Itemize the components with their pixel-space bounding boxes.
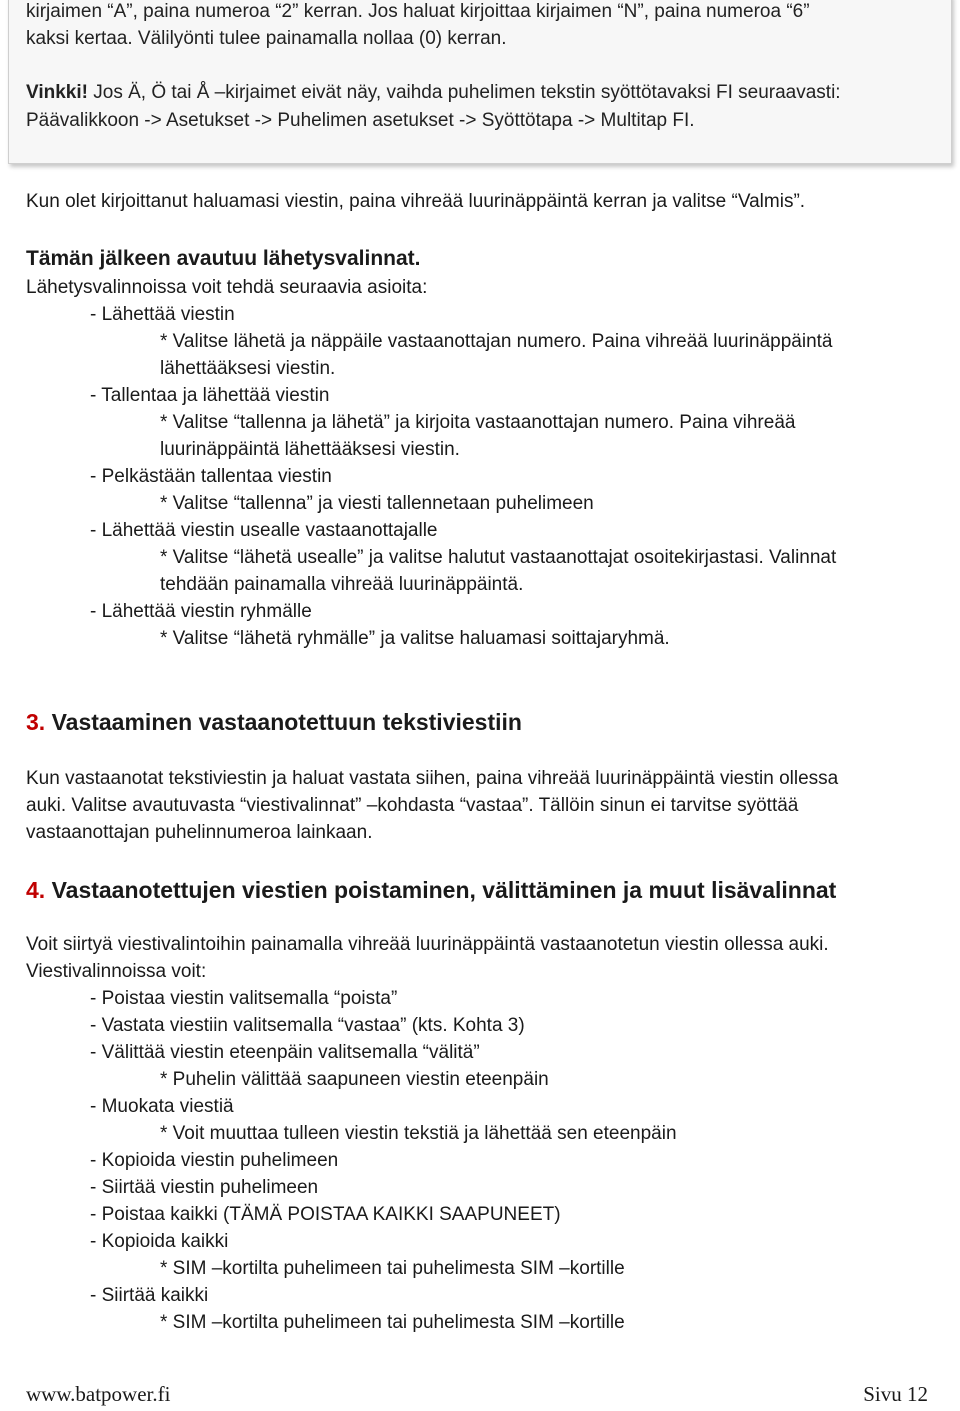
list-item: - Lähettää viestin bbox=[90, 304, 235, 325]
list-item: - Lähettää viestin ryhmälle bbox=[90, 601, 312, 622]
list-item: - Lähettää viestin usealle vastaanottajalle bbox=[90, 520, 438, 541]
list-item: * SIM –kortilta puhelimeen tai puhelimesta SIM –kortille bbox=[160, 1258, 625, 1279]
section-3-number: 3. bbox=[26, 709, 46, 735]
list-item: luurinäppäintä lähettääksesi viestin. bbox=[160, 439, 460, 460]
list-item: lähettääksesi viestin. bbox=[160, 358, 336, 379]
list-item: * Puhelin välittää saapuneen viestin eteenpäin bbox=[160, 1069, 549, 1090]
list-item: - Siirtää kaikki bbox=[90, 1285, 209, 1306]
section-4-title: Vastaanotettujen viestien poistaminen, välittäminen ja muut lisävalinnat bbox=[51, 877, 837, 903]
list-item: - Kopioida kaikki bbox=[90, 1231, 229, 1252]
tip-vinkki-line-2: Päävalikkoon -> Asetukset -> Puhelimen asetukset -> Syöttötapa -> Multitap FI. bbox=[26, 110, 695, 131]
footer-url: www.batpower.fi bbox=[26, 1382, 171, 1406]
vinkki-text: Jos Ä, Ö tai Å –kirjaimet eivät näy, vaihda puhelimen tekstin syöttötavaksi FI seuraavasti: bbox=[87, 82, 841, 103]
section-4-number: 4. bbox=[26, 877, 46, 903]
section-3-line: Kun vastaanotat tekstiviestin ja haluat vastata siihen, paina vihreää luurinäppäintä viestin ollessa bbox=[26, 768, 839, 789]
list-item: - Kopioida viestin puhelimeen bbox=[90, 1150, 339, 1171]
list-item: * SIM –kortilta puhelimeen tai puhelimesta SIM –kortille bbox=[160, 1312, 625, 1333]
list-item: - Vastata viestiin valitsemalla “vastaa” (kts. Kohta 3) bbox=[90, 1015, 525, 1036]
list-item: * Valitse lähetä ja näppäile vastaanottajan numero. Paina vihreää luurinäppäintä bbox=[160, 331, 833, 352]
list-item: - Välittää viestin eteenpäin valitsemalla “välitä” bbox=[90, 1042, 480, 1063]
send-options-subheading: Tämän jälkeen avautuu lähetysvalinnat. bbox=[26, 247, 421, 270]
list-item: - Poistaa kaikki (TÄMÄ POISTAA KAIKKI SAAPUNEET) bbox=[90, 1204, 561, 1225]
intro-paragraph: Kun olet kirjoittanut haluamasi viestin, paina vihreää luurinäppäintä kerran ja valitse “Valmis”. bbox=[26, 191, 806, 212]
list-item: * Valitse “lähetä ryhmälle” ja valitse haluamasi soittajaryhmä. bbox=[160, 628, 670, 649]
section-3-title: Vastaaminen vastaanotettuun tekstiviestiin bbox=[51, 709, 522, 735]
vinkki-label: Vinkki! bbox=[26, 82, 88, 103]
section-3-line: auki. Valitse avautuvasta “viestivalinnat” –kohdasta “vastaa”. Tällöin sinun ei tarvitse syöttää bbox=[26, 795, 799, 816]
list-item: - Siirtää viestin puhelimeen bbox=[90, 1177, 319, 1198]
section-3-line: vastaanottajan puhelinnumeroa lainkaan. bbox=[26, 822, 373, 843]
section-4-heading bbox=[26, 875, 836, 905]
section-4-line: Voit siirtyä viestivalintoihin painamalla vihreää luurinäppäintä vastaanotetun viestin ollessa auki. bbox=[26, 934, 829, 955]
section-4-line: Viestivalinnoissa voit: bbox=[26, 961, 207, 982]
list-item: - Poistaa viestin valitsemalla “poista” bbox=[90, 988, 398, 1009]
tip-line-2: kaksi kertaa. Välilyönti tulee painamalla nollaa (0) kerran. bbox=[26, 28, 507, 49]
list-item: - Muokata viestiä bbox=[90, 1096, 234, 1117]
tip-line-1: kirjaimen “A”, paina numeroa “2” kerran. Jos haluat kirjoittaa kirjaimen “N”, paina numeroa “6” bbox=[26, 1, 810, 22]
list-item: tehdään painamalla vihreää luurinäppäintä. bbox=[160, 574, 524, 595]
list-item: * Valitse “tallenna ja lähetä” ja kirjoita vastaanottajan numero. Paina vihreää bbox=[160, 412, 796, 433]
tip-vinkki-line bbox=[26, 79, 841, 106]
section-3-heading bbox=[26, 707, 522, 737]
list-item: * Voit muuttaa tulleen viestin tekstiä ja lähettää sen eteenpäin bbox=[160, 1123, 677, 1144]
list-item: * Valitse “tallenna” ja viesti tallennetaan puhelimeen bbox=[160, 493, 594, 514]
footer-page-number: Sivu 12 bbox=[863, 1382, 928, 1406]
list-item: - Pelkästään tallentaa viestin bbox=[90, 466, 332, 487]
send-options-intro: Lähetysvalinnoissa voit tehdä seuraavia asioita: bbox=[26, 277, 428, 298]
list-item: - Tallentaa ja lähettää viestin bbox=[90, 385, 330, 406]
list-item: * Valitse “lähetä usealle” ja valitse halutut vastaanottajat osoitekirjastasi. Valinnat bbox=[160, 547, 837, 568]
